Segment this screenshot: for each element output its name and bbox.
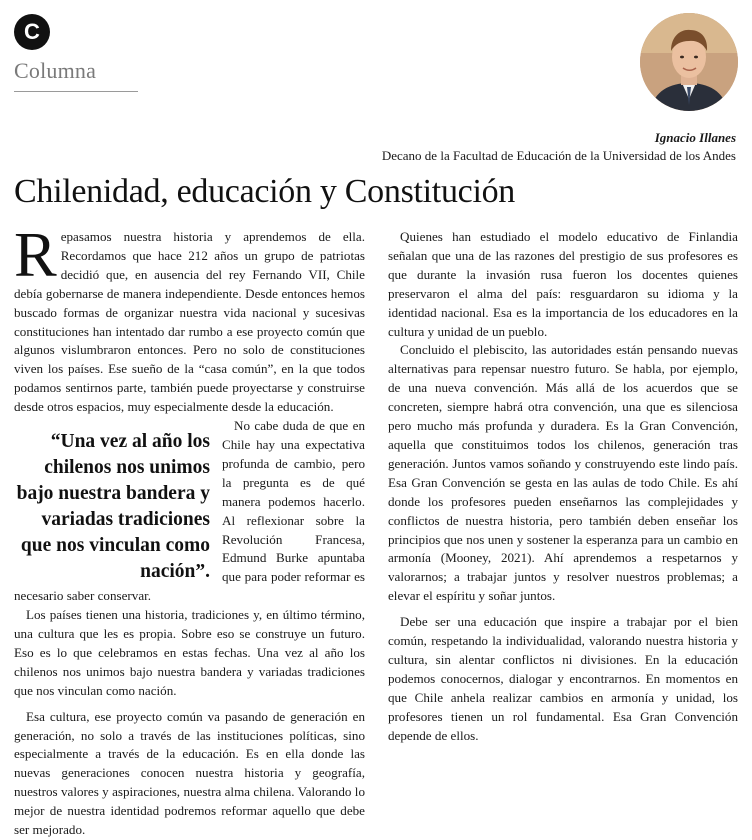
- section-logo-c: C: [14, 14, 50, 50]
- article-paragraph-5: Quienes han estudiado el modelo educativo de Finlandia señalan que una de las razones del prestigio de sus profesores es que durante la invasión rusa fueron los docentes quienes preservaron el alma del país: resguardaron su idioma y la identidad nacional. Esa es la importancia de los educadores en la cultura y unidad de un pueblo.: [388, 229, 738, 339]
- author-role: Decano de la Facultad de Educación de la Universidad de los Andes: [381, 148, 736, 163]
- article-headline: Chilenidad, educación y Constitución: [14, 173, 515, 210]
- pull-quote: “Una vez al año los chilenos nos unimos bajo nuestra bandera y variadas tradiciones que nos vinculan como nación”.: [16, 431, 210, 583]
- article-paragraph-3: Los países tienen una historia, tradiciones y, en último término, una cultura que les es propia. Sobre eso se construye un futuro. Eso es lo que celebramos en estas fechas. Una vez al año los chilenos nos unimos bajo nuestra bandera y variadas tradiciones que nos vinculan como nación.: [14, 607, 365, 698]
- paragraph-1-text: epasamos nuestra historia y aprendemos de ella. Recordamos que hace 212 años un grupo de patriotas decidió que, en ausencia del rey Fernando VII, Chile debía gobernarse de manera independiente. Desde entonces hemos buscado formas de organizar nuestra vida nacional y sucesivas constituciones han intentado dar rumbo a ese proyecto común que algunos vislumbraron entonces. Pero no solo de constituciones viven los países. Ese sueño de la “casa común”, en la que todos podamos sentirnos parte, también puede proyectarse y construirse desde otros espacios, muy especialmente desde la educación.: [14, 229, 365, 415]
- author-photo: [640, 13, 738, 111]
- article-paragraph-1: [14, 219, 365, 417]
- section-label: Columna: [14, 58, 97, 83]
- author-byline: [382, 130, 736, 164]
- article-column-right: [388, 228, 738, 745]
- header-divider: [14, 91, 138, 92]
- article-paragraph-7: Debe ser una educación que inspire a trabajar por el bien común, respetando la individualidad, valorando nuestra historia y cultura, sin alentar conflictos ni divisiones. En la educación podemos conocernos, dialogar y encontrarnos. En momentos en que Chile anhela realizar cambios en armonía y unidad, los profesores tienen un rol fundamental. Esa Gran Convención depende de ellos.: [388, 614, 738, 743]
- article-paragraph-4: Esa cultura, ese proyecto común va pasando de generación en generación, no solo a través de las instituciones políticas, sino especialmente a través de la educación. Es en ella donde las nuevas generaciones conocen nuestra historia y geografía, nuestros valores y aspiraciones, nuestra alma chilena. Valorando lo mejor de nuestra identidad podremos reformar aquello que debe ser mejorado.: [14, 708, 365, 838]
- article-column-left: [14, 219, 365, 840]
- author-name: Ignacio Illanes: [654, 130, 736, 145]
- drop-cap: R: [14, 219, 57, 290]
- article-paragraph-2: No cabe duda de que en Chile hay una expectativa profunda de cambio, pero la pregunta es de qué manera podemos hacerlo. Al reflexionar sobre la Revolución Francesa, Edmund Burke apuntaba que para poder reformar es necesario saber conservar.: [14, 418, 365, 604]
- article-paragraph-6: Concluido el plebiscito, las autoridades están pensando nuevas alternativas para repensar nuestro futuro. Se habla, por ejemplo, de una nueva convención. Más allá de los acuerdos que se concreten, siempre habrá otra convención, una que es silenciosa pero mucho más profunda y duradera. Es la Gran Convención, aquella que constituimos todos los chilenos, generación tras generación. Juntos vamos soñando y construyendo este lindo país. Esa Gran Convención se gesta en las aulas de todo Chile. Es ahí donde los profesores pueden enseñarnos las complejidades y conflictos de nuestra historia, pero también deben enseñar los principios que nos unen y sostener la esperanza para un cambio en armonía (Mooney, 2021). Ahí aprendemos a respetarnos y valorarnos; a trabajar juntos y resolver nuestros problemas; a elevar el espíritu y soñar juntos.: [388, 342, 738, 604]
